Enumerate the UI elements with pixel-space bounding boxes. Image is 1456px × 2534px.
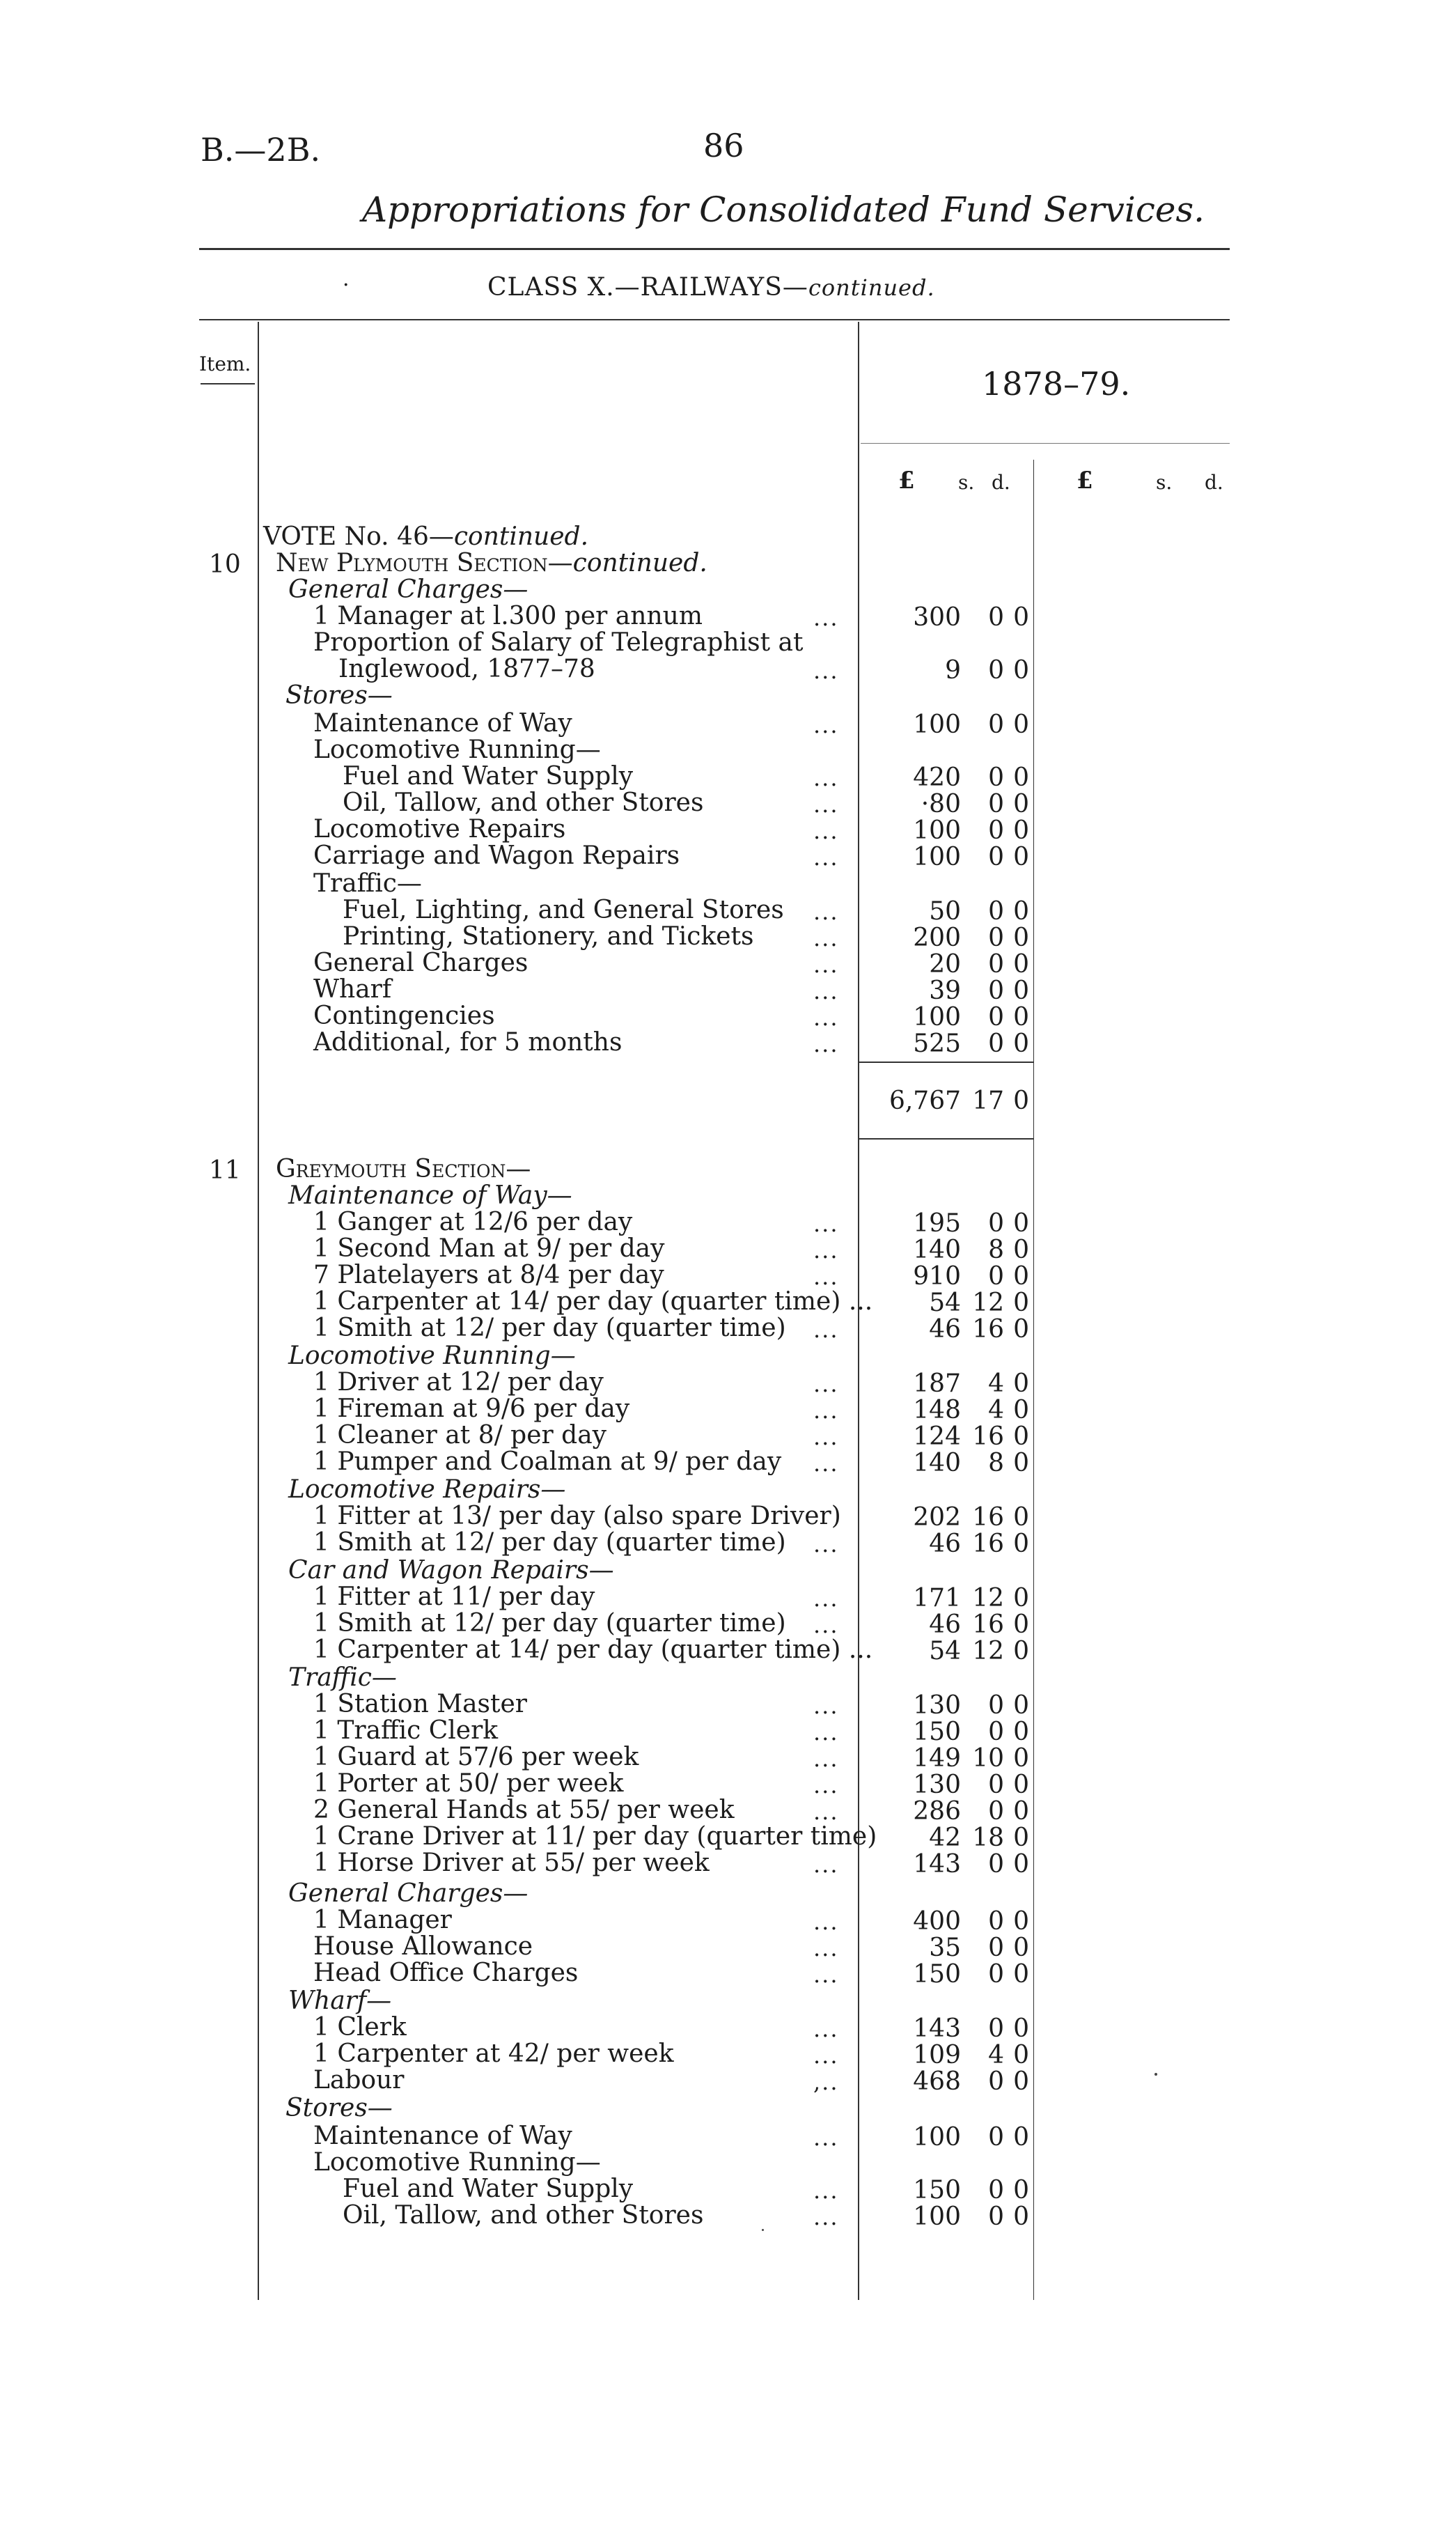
- entry-label: 1 Guard at 57/6 per week: [313, 1743, 639, 1771]
- amount-pence: 0: [1013, 2176, 1029, 2205]
- amount-pounds: 150: [913, 1960, 961, 1989]
- amount-shillings: 0: [988, 1209, 1004, 1238]
- amount-pence: 0: [1013, 1744, 1029, 1773]
- leader-dots: ...: [813, 1264, 839, 1290]
- amount-pounds: 54: [929, 1637, 961, 1665]
- amount-shillings: 0: [988, 816, 1004, 845]
- item-number-10: 10: [209, 550, 241, 579]
- amount-pence: 0: [1013, 924, 1029, 952]
- subtotal-rule: [859, 1062, 1033, 1063]
- subheading-loco-repairs: Locomotive Repairs—: [288, 1475, 566, 1504]
- entry-maintenance-of-way-2: Maintenance of Way: [313, 2122, 572, 2150]
- amount-pounds: 140: [913, 1236, 961, 1264]
- amount-pounds: 286: [913, 1797, 961, 1826]
- entry-label: 1 Clerk: [313, 2013, 407, 2042]
- amount-pounds: 20: [929, 950, 961, 979]
- entry-label: House Allowance: [313, 1932, 533, 1961]
- entry-contingencies: Contingencies: [313, 1002, 495, 1030]
- amount-pounds: 140: [913, 1449, 961, 1477]
- amount-pounds: 35: [929, 1934, 961, 1962]
- amount-pounds: 9: [945, 656, 961, 685]
- subheading-wharf: Wharf—: [288, 1987, 392, 2015]
- leader-dots: ...: [813, 1719, 839, 1746]
- amount-shillings: 0: [988, 1934, 1004, 1962]
- entry-label: 1 Traffic Clerk: [313, 1716, 499, 1745]
- amount-pence: 0: [1013, 897, 1029, 926]
- amount-shillings: 16: [972, 1530, 1004, 1558]
- amount-pence: 0: [1013, 710, 1029, 739]
- amount-pence: 0: [1013, 977, 1029, 1005]
- leader-dots: ...: [813, 1772, 839, 1798]
- year-header: 1878–79.: [982, 365, 1131, 403]
- amount-pence: 0: [1013, 1262, 1029, 1291]
- amount-shillings: 18: [972, 1824, 1004, 1852]
- amount-pounds: 420: [913, 763, 961, 792]
- amount-shillings: 0: [988, 2067, 1004, 2096]
- amount-shillings: 4: [988, 2041, 1004, 2069]
- leader-dots: ...: [813, 1585, 839, 1612]
- entry-label: 2 General Hands at 55/ per week: [313, 1796, 735, 1824]
- subheading-car-wagon: Car and Wagon Repairs—: [288, 1556, 614, 1585]
- amount-shillings: 8: [988, 1449, 1004, 1477]
- amount-pounds: 130: [913, 1691, 961, 1720]
- leader-dots: ...: [813, 818, 839, 844]
- entry-fuel-water: Fuel and Water Supply: [343, 762, 634, 791]
- leader-dots: ...: [813, 925, 839, 951]
- amount-pounds: 39: [929, 977, 961, 1005]
- subtotal-bottom-rule: [859, 1138, 1033, 1140]
- amount-pounds: 148: [913, 1396, 961, 1424]
- entry-label: 1 Fireman at 9/6 per day: [313, 1394, 630, 1423]
- entry-label: 1 Manager: [313, 1906, 452, 1934]
- amount-pounds: 42: [929, 1824, 961, 1852]
- entry-label: 1 Fitter at 13/ per day (also spare Driver): [313, 1502, 841, 1530]
- amount-shillings: 10: [972, 1744, 1004, 1773]
- leader-dots: ...: [813, 658, 839, 684]
- amount-pence: 0: [1013, 763, 1029, 792]
- amount-pounds: 143: [913, 1850, 961, 1879]
- amount-shillings: 12: [972, 1584, 1004, 1612]
- amount-pence: 0: [1013, 1289, 1029, 1317]
- amount-pounds: 46: [929, 1315, 961, 1344]
- entry-label: Oil, Tallow, and other Stores: [343, 2201, 704, 2230]
- amount-shillings: 4: [988, 1369, 1004, 1398]
- amount-shillings: 8: [988, 1236, 1004, 1264]
- entry-label: Head Office Charges: [313, 1959, 579, 1987]
- leader-dots: ...: [813, 1316, 839, 1343]
- amount-shillings: 0: [988, 710, 1004, 739]
- amount-shillings: 0: [988, 2123, 1004, 2152]
- amount-pence: 0: [1013, 1771, 1029, 1799]
- leader-dots: ...: [813, 1531, 839, 1557]
- amount-pounds: 130: [913, 1771, 961, 1799]
- amount-pence: 0: [1013, 1934, 1029, 1962]
- amount-shillings: 0: [988, 790, 1004, 818]
- leader-dots: ...: [813, 1909, 839, 1935]
- leader-dots: ...: [813, 2204, 839, 2230]
- amount-pence: 0: [1013, 1396, 1029, 1424]
- amount-pounds: 400: [913, 1907, 961, 1936]
- leader-dots: ...: [813, 791, 839, 818]
- leader-dots: ...: [813, 1961, 839, 1988]
- entry-oil-tallow: Oil, Tallow, and other Stores: [343, 788, 704, 817]
- leader-dots: ...: [813, 1397, 839, 1424]
- amount-pounds: 150: [913, 2176, 961, 2205]
- amount-shillings: 0: [988, 2176, 1004, 2205]
- section-heading-new-plymouth: New Plymouth Section—continued.: [276, 549, 707, 577]
- amount-shillings: 16: [972, 1503, 1004, 1532]
- subtotal-pounds: 6,767: [889, 1087, 961, 1115]
- subheading-maintenance-of-way: Maintenance of Way—: [288, 1181, 572, 1210]
- amount-shillings: 16: [972, 1610, 1004, 1639]
- item-header-underline: [201, 383, 255, 384]
- amount-pounds: 100: [913, 816, 961, 845]
- leader-dots: ...: [813, 2042, 839, 2069]
- entry-label: 1 Carpenter at 42/ per week: [313, 2039, 674, 2068]
- amount-shillings: 0: [988, 1691, 1004, 1720]
- amount-shillings: 0: [988, 1960, 1004, 1989]
- leader-dots: ...: [813, 605, 839, 631]
- entry-printing: Printing, Stationery, and Tickets: [343, 922, 754, 951]
- amount-shillings: 0: [988, 843, 1004, 871]
- amount-pence: 0: [1013, 2202, 1029, 2231]
- amount-pounds: 525: [913, 1029, 961, 1058]
- amount-pounds: 109: [913, 2041, 961, 2069]
- title-rule: [199, 248, 1230, 250]
- leader-dots: ...: [813, 2177, 839, 2204]
- entry-telegraphist-cont: Inglewood, 1877–78: [338, 655, 595, 683]
- amount-pounds: 200: [913, 924, 961, 952]
- class-title: CLASS X.—RAILWAYS—continued.: [487, 273, 935, 302]
- amount-shillings: 0: [988, 1262, 1004, 1291]
- leader-dots: ...: [813, 844, 839, 871]
- amount-shillings: 12: [972, 1637, 1004, 1665]
- amount-pounds: 300: [913, 603, 961, 632]
- entry-label: 1 Smith at 12/ per day (quarter time): [313, 1314, 786, 1342]
- item-column-rule: [258, 322, 259, 2300]
- entry-loco-repairs: Locomotive Repairs: [313, 815, 566, 844]
- entry-label: 1 Ganger at 12/6 per day: [313, 1208, 633, 1236]
- leader-dots: ...: [813, 1031, 839, 1057]
- amount-shillings: 16: [972, 1315, 1004, 1344]
- entry-label: 1 Second Man at 9/ per day: [313, 1234, 665, 1263]
- amount-shillings: 0: [988, 1850, 1004, 1879]
- amount-pence: 0: [1013, 2014, 1029, 2043]
- pound-header-2: £: [1077, 467, 1093, 495]
- shilling-header: s.: [958, 471, 975, 494]
- stray-mark: ·: [343, 273, 350, 297]
- entry-label: Labour: [313, 2066, 405, 2094]
- amount-pence: 0: [1013, 1003, 1029, 1032]
- entry-additional: Additional, for 5 months: [313, 1028, 623, 1057]
- amount-pounds: 149: [913, 1744, 961, 1773]
- leader-dots: ...: [813, 951, 839, 978]
- amount-shillings: 0: [988, 1003, 1004, 1032]
- amount-pence: 0: [1013, 816, 1029, 845]
- leader-dots: ...: [813, 1424, 839, 1450]
- year-header-rule: [861, 443, 1230, 444]
- amount-shillings: 12: [972, 1289, 1004, 1317]
- leader-dots: ...: [813, 1211, 839, 1237]
- pence-header-2: d.: [1205, 471, 1223, 494]
- amount-pence: 0: [1013, 1422, 1029, 1451]
- subheading-traffic: Traffic—: [288, 1663, 397, 1692]
- amount-shillings: 16: [972, 1422, 1004, 1451]
- entry-carriage-wagon: Carriage and Wagon Repairs: [313, 841, 680, 870]
- entry-label: 7 Platelayers at 8/4 per day: [313, 1261, 664, 1289]
- amount-pence: 0: [1013, 1850, 1029, 1879]
- amount-pounds: 124: [913, 1422, 961, 1451]
- amount-shillings: 0: [988, 950, 1004, 979]
- amount-pounds: 54: [929, 1289, 961, 1317]
- amount-pence: 0: [1013, 1691, 1029, 1720]
- document-reference: B.—2B.: [201, 131, 321, 169]
- leader-dots: ...: [813, 1935, 839, 1961]
- amount-pence: 0: [1013, 843, 1029, 871]
- amount-pounds: 187: [913, 1369, 961, 1398]
- pound-header: £: [898, 467, 915, 495]
- leader-dots: ...: [813, 1851, 839, 1878]
- amount-pence: 0: [1013, 1449, 1029, 1477]
- page-title: Appropriations for Consolidated Fund Services.: [362, 189, 1205, 230]
- amount-shillings: 0: [988, 977, 1004, 1005]
- entry-wharf: Wharf: [313, 975, 392, 1004]
- amount-pence: 0: [1013, 1960, 1029, 1989]
- entry-telegraphist: Proportion of Salary of Telegraphist at: [313, 628, 804, 657]
- subtotal-pence: 0: [1013, 1087, 1029, 1115]
- amount-shillings: 0: [988, 1029, 1004, 1058]
- entry-label: 1 Smith at 12/ per day (quarter time): [313, 1528, 786, 1557]
- leader-dots: ,..: [813, 2069, 839, 2095]
- entry-traffic: Traffic—: [313, 869, 422, 898]
- subheading-stores-2: Stores—: [285, 2094, 393, 2122]
- leader-dots: ...: [813, 765, 839, 791]
- amount-pounds: 171: [913, 1584, 961, 1612]
- amount-pounds: 143: [913, 2014, 961, 2043]
- amount-pounds: 100: [913, 843, 961, 871]
- amount-pounds: 46: [929, 1610, 961, 1639]
- item-number-11: 11: [209, 1156, 241, 1185]
- subheading-general-charges-2: General Charges—: [288, 1879, 529, 1908]
- stray-mark: [762, 2229, 764, 2231]
- amount-pounds: ·80: [921, 790, 961, 818]
- amount-shillings: 0: [988, 1907, 1004, 1936]
- subheading-stores: Stores—: [285, 681, 393, 710]
- amount-pounds: 195: [913, 1209, 961, 1238]
- amount-pounds: 100: [913, 710, 961, 739]
- leader-dots: ...: [813, 1746, 839, 1772]
- amount-pounds: 50: [929, 897, 961, 926]
- page-number: 86: [703, 127, 744, 164]
- leader-dots: ...: [813, 2124, 839, 2151]
- amount-pence: 0: [1013, 1029, 1029, 1058]
- leader-dots: ...: [813, 1371, 839, 1397]
- entry-label: 1 Horse Driver at 55/ per week: [313, 1849, 710, 1877]
- amount-pence: 0: [1013, 1907, 1029, 1936]
- entry-label: 1 Fitter at 11/ per day: [313, 1583, 595, 1611]
- entry-loco-running-2: Locomotive Running—: [313, 2148, 601, 2177]
- entry-label: 1 Cleaner at 8/ per day: [313, 1421, 607, 1449]
- leader-dots: ...: [813, 1450, 839, 1477]
- table-top-rule: [199, 319, 1230, 320]
- amount-pence: 0: [1013, 1797, 1029, 1826]
- amount-shillings: 0: [988, 763, 1004, 792]
- entry-loco-running: Locomotive Running—: [313, 736, 601, 764]
- amount-pence: 0: [1013, 2123, 1029, 2152]
- amount-pence: 0: [1013, 603, 1029, 632]
- amount-pence: 0: [1013, 1637, 1029, 1665]
- leader-dots: ...: [813, 1612, 839, 1638]
- amount-shillings: 0: [988, 1718, 1004, 1746]
- entry-label: 1 Porter at 50/ per week: [313, 1769, 624, 1798]
- leader-dots: ...: [813, 2016, 839, 2042]
- amount-pence: 0: [1013, 1236, 1029, 1264]
- leader-dots: ...: [813, 1237, 839, 1264]
- vote-heading: VOTE No. 46—continued.: [263, 522, 589, 551]
- amount-pence: 0: [1013, 1315, 1029, 1344]
- amount-shillings: 0: [988, 1797, 1004, 1826]
- entry-label: 1 Smith at 12/ per day (quarter time): [313, 1609, 786, 1638]
- amount-shillings: 0: [988, 897, 1004, 926]
- entry-label: Fuel and Water Supply: [343, 2175, 634, 2203]
- entry-general-charges: General Charges: [313, 949, 529, 977]
- amount-shillings: 0: [988, 924, 1004, 952]
- entry-label: 1 Driver at 12/ per day: [313, 1368, 604, 1397]
- amount-pence: 0: [1013, 1530, 1029, 1558]
- amount-pounds: 100: [913, 2123, 961, 2152]
- amount-pounds: 100: [913, 2202, 961, 2231]
- subheading-general-charges: General Charges—: [288, 575, 529, 604]
- item-column-header: Item.: [199, 352, 251, 375]
- amount-pounds: 910: [913, 1262, 961, 1291]
- amount-shillings: 0: [988, 2202, 1004, 2231]
- entry-label: 1 Carpenter at 14/ per day (quarter time) ...: [313, 1635, 873, 1664]
- pence-header: d.: [992, 471, 1010, 494]
- amount-pence: 0: [1013, 656, 1029, 685]
- amount-pence: 0: [1013, 1824, 1029, 1852]
- amount-pence: 0: [1013, 1369, 1029, 1398]
- amount-pence: 0: [1013, 1718, 1029, 1746]
- amount-pence: 0: [1013, 1503, 1029, 1532]
- leader-dots: ...: [813, 712, 839, 738]
- entry-fuel-lighting: Fuel, Lighting, and General Stores: [343, 896, 784, 924]
- leader-dots: ...: [813, 899, 839, 925]
- leader-dots: ...: [813, 1693, 839, 1719]
- amount-shillings: 0: [988, 656, 1004, 685]
- entry-label: 1 Station Master: [313, 1690, 528, 1718]
- entry-label: 1 Pumper and Coalman at 9/ per day: [313, 1447, 782, 1476]
- entry-label: 1 Crane Driver at 11/ per day (quarter time): [313, 1822, 877, 1851]
- section-heading-greymouth: Greymouth Section—: [276, 1155, 531, 1183]
- amount-pence: 0: [1013, 2067, 1029, 2096]
- shilling-header-2: s.: [1156, 471, 1173, 494]
- amount-shillings: 4: [988, 1396, 1004, 1424]
- leader-dots: ...: [813, 978, 839, 1004]
- amount-shillings: 0: [988, 2014, 1004, 2043]
- amount-pence: 0: [1013, 790, 1029, 818]
- entry-label: 1 Carpenter at 14/ per day (quarter time) ...: [313, 1287, 873, 1316]
- amount-pence: 0: [1013, 1209, 1029, 1238]
- amount-column-rule: [1033, 460, 1034, 2300]
- leader-dots: ...: [813, 1004, 839, 1031]
- amount-shillings: 0: [988, 1771, 1004, 1799]
- subheading-loco-running: Locomotive Running—: [288, 1342, 576, 1370]
- amount-pounds: 150: [913, 1718, 961, 1746]
- amount-pounds: 468: [913, 2067, 961, 2096]
- leader-dots: ...: [813, 1798, 839, 1825]
- amount-pounds: 46: [929, 1530, 961, 1558]
- subtotal-shillings: 17: [972, 1087, 1004, 1115]
- amount-pounds: 202: [913, 1503, 961, 1532]
- amount-pounds: 100: [913, 1003, 961, 1032]
- amount-pence: 0: [1013, 1584, 1029, 1612]
- amount-pence: 0: [1013, 2041, 1029, 2069]
- entry-maintenance-of-way: Maintenance of Way: [313, 709, 572, 738]
- stray-mark: [1154, 2073, 1157, 2076]
- amount-pence: 0: [1013, 950, 1029, 979]
- amount-pence: 0: [1013, 1610, 1029, 1639]
- entry-manager: 1 Manager at l.300 per annum: [313, 602, 703, 630]
- amount-shillings: 0: [988, 603, 1004, 632]
